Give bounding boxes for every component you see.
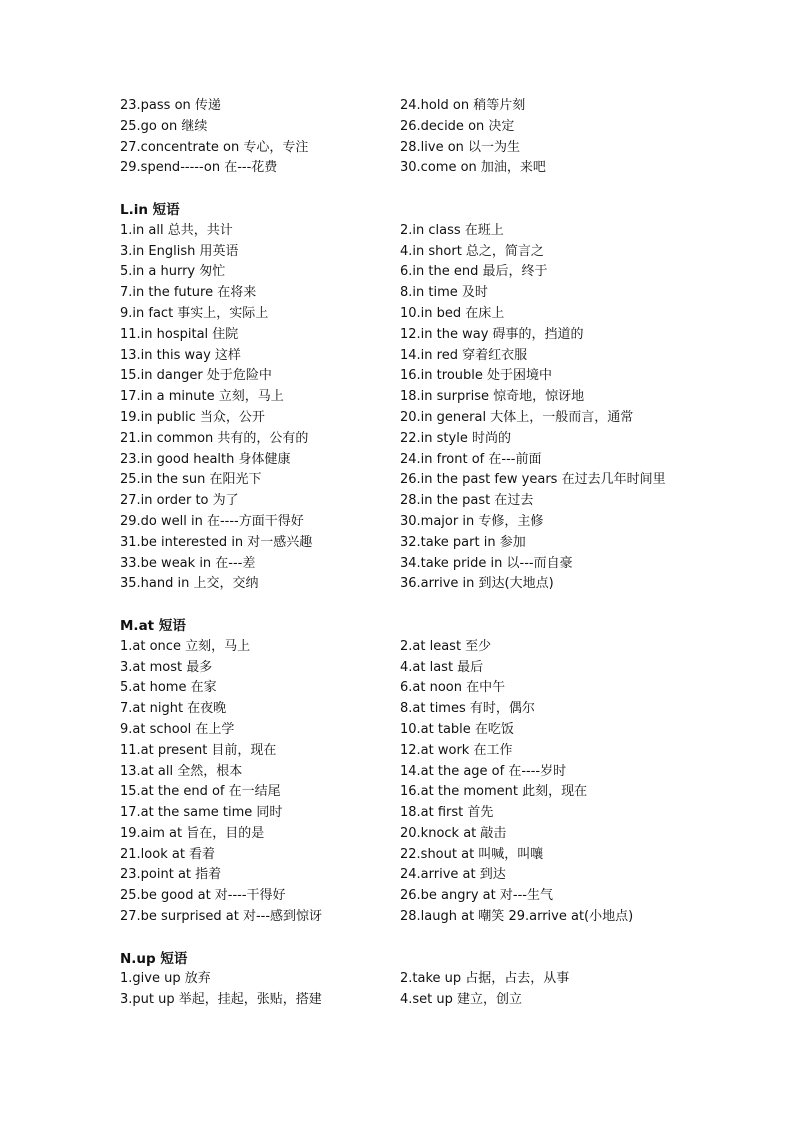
phrase-row: [120, 782, 680, 803]
phrase-row: [120, 450, 680, 471]
phrase-row: [120, 678, 680, 699]
phrase-entry-right: 36.arrive in 到达(大地点): [400, 576, 554, 592]
phrase-entry-right: 28.live on 以一为生: [400, 139, 521, 155]
phrase-row: [120, 491, 680, 512]
phrase-row: [120, 242, 680, 263]
phrase-entry-right: 24.in front of 在---前面: [400, 451, 542, 467]
phrase-entry-right: 14.at the age of 在----岁时: [400, 763, 567, 779]
phrase-row: [120, 886, 680, 907]
phrase-entry-right: 4.at last 最后: [400, 659, 484, 675]
phrase-entry-left: 15.in danger 处于危险中: [120, 368, 272, 384]
phrase-entry-right: 2.at least 至少: [400, 638, 492, 654]
phrase-row: [120, 262, 680, 283]
section-spacer: [120, 928, 680, 949]
phrase-entry-right: 34.take pride in 以---而自豪: [400, 555, 573, 571]
phrase-row: [120, 470, 680, 491]
phrase-entry-right: 12.in the way 碍事的，挡道的: [400, 326, 584, 342]
phrase-entry-left: 1.at once 立刻，马上: [120, 638, 251, 654]
phrase-entry-left: 33.be weak in 在---差: [120, 555, 256, 571]
phrase-entry-right: 20.knock at 敲击: [400, 825, 507, 841]
phrase-entry-left: 5.at home 在家: [120, 680, 217, 696]
phrase-row: [120, 845, 680, 866]
phrase-entry-left: 5.in a hurry 匆忙: [120, 264, 226, 280]
phrase-row: [120, 325, 680, 346]
phrase-entry-right: 22.in style 时尚的: [400, 430, 511, 446]
phrase-entry-right: 22.shout at 叫喊，叫嚷: [400, 846, 544, 862]
phrase-entry-left: 3.in English 用英语: [120, 243, 239, 259]
section-heading: L.in 短语: [120, 201, 180, 218]
phrase-entry-left: 13.in this way 这样: [120, 347, 241, 363]
section-spacer: [120, 595, 680, 616]
phrase-row: [120, 346, 680, 367]
phrase-entry-left: 23.pass on 传递: [120, 98, 221, 113]
phrase-entry-left: 19.aim at 旨在，目的是: [120, 825, 265, 841]
phrase-row: [120, 117, 680, 138]
phrase-row: [120, 907, 680, 928]
phrase-entry-right: 10.in bed 在床上: [400, 305, 505, 321]
phrase-row: [120, 865, 680, 886]
phrase-row: [120, 554, 680, 575]
phrase-entry-right: 16.at the moment 此刻，现在: [400, 784, 588, 800]
section-spacer: [120, 179, 680, 200]
phrase-row: [120, 969, 680, 990]
section-heading: M.at 短语: [120, 617, 186, 634]
phrase-entry-right: 16.in trouble 处于困境中: [400, 368, 553, 384]
phrase-entry-right: 8.at times 有时，偶尔: [400, 701, 535, 717]
phrase-entry-right: 28.laugh at 嘲笑 29.arrive at(小地点): [400, 909, 634, 925]
phrase-entry-right: 4.in short 总之，简言之: [400, 243, 544, 259]
phrase-row: [120, 408, 680, 429]
phrase-entry-right: 26.be angry at 对---生气: [400, 888, 553, 904]
phrase-entry-left: 23.point at 指着: [120, 867, 222, 883]
phrase-row: [120, 637, 680, 658]
phrase-entry-left: 17.at the same time 同时: [120, 805, 283, 821]
phrase-entry-left: 13.at all 全然，根本: [120, 763, 243, 779]
phrase-row: [120, 512, 680, 533]
phrase-entry-left: 31.be interested in 对一感兴趣: [120, 534, 313, 550]
phrase-row: [120, 803, 680, 824]
phrase-entry-left: 17.in a minute 立刻，马上: [120, 389, 284, 405]
phrase-entry-left: 7.in the future 在将来: [120, 285, 257, 301]
phrase-row: [120, 366, 680, 387]
phrase-row: [120, 283, 680, 304]
phrase-row: [120, 96, 680, 117]
phrase-entry-left: 27.in order to 为了: [120, 493, 239, 509]
phrase-entry-right: 2.in class 在班上: [400, 222, 504, 238]
phrase-row: [120, 990, 680, 1011]
phrase-entry-right: 28.in the past 在过去: [400, 493, 534, 509]
phrase-entry-left: 7.at night 在夜晚: [120, 701, 227, 717]
phrase-row: [120, 158, 680, 179]
phrase-entry-right: 30.come on 加油，来吧: [400, 160, 546, 176]
phrase-entry-right: 26.decide on 决定: [400, 118, 515, 134]
phrase-row: [120, 533, 680, 554]
phrase-row: [120, 304, 680, 325]
phrase-entry-left: 19.in public 当众，公开: [120, 409, 265, 425]
phrase-section: [120, 949, 680, 1011]
phrase-entry-right: 14.in red 穿着红衣服: [400, 347, 528, 363]
phrase-entry-right: 12.at work 在工作: [400, 742, 513, 758]
phrase-entry-left: 25.be good at 对----干得好: [120, 888, 286, 904]
intro-phrase-block: [120, 96, 680, 179]
phrase-entry-left: 21.look at 看着: [120, 846, 216, 862]
phrase-row: [120, 387, 680, 408]
phrase-entry-left: 23.in good health 身体健康: [120, 451, 291, 467]
phrase-row: [120, 824, 680, 845]
phrase-section: [120, 200, 680, 595]
phrase-row: [120, 762, 680, 783]
phrase-entry-right: 20.in general 大体上，一般而言，通常: [400, 409, 634, 425]
phrase-entry-right: 18.in surprise 惊奇地，惊讶地: [400, 389, 585, 405]
phrase-entry-right: 10.at table 在吃饭: [400, 721, 514, 737]
phrase-entry-left: 21.in common 共有的，公有的: [120, 430, 309, 446]
phrase-entry-right: 18.at first 首先: [400, 805, 494, 821]
phrase-entry-left: 3.put up 举起，挂起，张贴，搭建: [120, 992, 322, 1008]
phrase-entry-right: 2.take up 占据，占去，从事: [400, 971, 570, 987]
phrase-entry-right: 24.hold on 稍等片刻: [400, 98, 526, 113]
phrase-entry-right: 6.at noon 在中午: [400, 680, 506, 696]
phrase-row: [120, 138, 680, 159]
phrase-entry-left: 29.do well in 在----方面干得好: [120, 513, 304, 529]
phrase-row: [120, 574, 680, 595]
phrase-entry-left: 15.at the end of 在一结尾: [120, 784, 281, 800]
phrase-entry-right: 26.in the past few years 在过去几年时间里: [400, 472, 666, 488]
phrase-row: [120, 658, 680, 679]
phrase-entry-right: 30.major in 专修，主修: [400, 513, 544, 529]
phrase-entry-left: 29.spend-----on 在---花费: [120, 160, 278, 176]
phrase-row: [120, 741, 680, 762]
phrase-row: [120, 720, 680, 741]
phrase-row: [120, 699, 680, 720]
phrase-entry-left: 11.at present 目前，现在: [120, 742, 277, 758]
phrase-entry-left: 1.in all 总共，共计: [120, 222, 233, 238]
phrase-entry-left: 27.be surprised at 对---感到惊讶: [120, 909, 323, 925]
phrase-entry-left: 1.give up 放弃: [120, 971, 211, 987]
phrase-list-page: [120, 96, 680, 1011]
phrase-entry-left: 9.at school 在上学: [120, 721, 235, 737]
phrase-entry-left: 35.hand in 上交，交纳: [120, 576, 259, 592]
phrase-entry-right: 24.arrive at 到达: [400, 867, 506, 883]
phrase-entry-left: 27.concentrate on 专心，专注: [120, 139, 309, 155]
phrase-entry-right: 32.take part in 参加: [400, 534, 526, 550]
phrase-row: [120, 429, 680, 450]
phrase-entry-left: 3.at most 最多: [120, 659, 213, 675]
phrase-entry-left: 25.go on 继续: [120, 118, 208, 134]
phrase-entry-right: 6.in the end 最后，终于: [400, 264, 548, 280]
phrase-entry-left: 9.in fact 事实上，实际上: [120, 305, 269, 321]
phrase-entry-left: 25.in the sun 在阳光下: [120, 472, 262, 488]
phrase-section: [120, 616, 680, 928]
phrase-entry-left: 11.in hospital 住院: [120, 326, 239, 342]
section-heading: N.up 短语: [120, 950, 188, 967]
phrase-row: [120, 221, 680, 242]
phrase-entry-right: 4.set up 建立，创立: [400, 992, 523, 1008]
phrase-entry-right: 8.in time 及时: [400, 285, 488, 301]
